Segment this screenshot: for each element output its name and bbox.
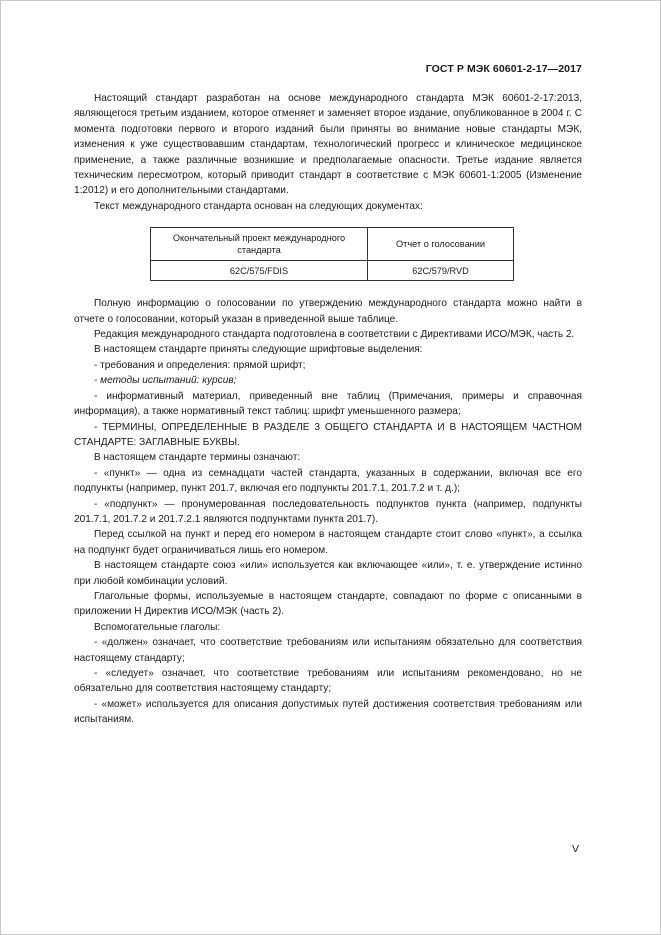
term-clause: - «пункт» — одна из семнадцати частей стандарта, указанных в содержании, включая все его подпункты (например, пункт 201.7, включая его подпункты 201.7.1, 201.7.2 и т. д.);: [74, 467, 582, 495]
verb-may: - «может» используется для описания допустимых путей достижения соответствия требованиям или испытаниям.: [74, 698, 582, 726]
voting-table-wrap: [74, 227, 582, 281]
table-header-rvd: Отчет о голосовании: [368, 228, 514, 261]
font-conventions-heading: В настоящем стандарте приняты следующие шрифтовые выделения:: [94, 344, 423, 356]
document-header: ГОСТ Р МЭК 60601-2-17—2017: [425, 63, 582, 75]
table-header-row: [151, 228, 514, 261]
font-convention-informative: - информативный материал, приведенный вне таблиц (Примечания, примеры и справочная информация), а также нормативный текст таблиц: шрифт уменьшенного размера;: [74, 390, 582, 418]
directives-paragraph: Редакция международного стандарта подготовлена в соответствии с Директивами ИСО/МЭК, часть 2.: [94, 329, 575, 341]
table-cell-rvd: 62C/579/RVD: [368, 261, 514, 281]
verb-should: - «следует» означает, что соответствие требованиям или испытаниям рекомендовано, но не обязательно для соответствия настоящему стандарту;: [74, 668, 582, 695]
page-number: V: [571, 843, 579, 855]
voting-table: [150, 227, 514, 281]
terms-heading: В настоящем стандарте термины означают:: [94, 452, 301, 464]
term-subclause: - «подпункт» — пронумерованная последовательность подпунктов пункта (например, подпункты 201.7.1, 201.7.2 и 201.7.2.1 являются подпунктами пункта 201.7).: [74, 498, 582, 525]
intro-paragraph: Настоящий стандарт разработан на основе международного стандарта МЭК 60601-2-17:2013, являющегося третьим изданием, которое отменяет и заменяет второе издание, опубликованное в 2004 г. С момента подготовки первого и второго изданий были приняты во внимание новые стандарты МЭК, изменения к уже существовавшим стандартам, технологический прогресс и клиническое медицинское применение, а также различные возникшие и предполагаемые опасности. Третье издание является техническим пересмотром, который приводит стандарт в соответствие с МЭК 60601-1:2005 (Изменение 1:2012) и его дополнительными стандартами.: [74, 93, 582, 197]
font-convention-test-methods: - методы испытаний: курсив;: [94, 375, 237, 387]
table-cell-fdis: 62C/575/FDIS: [151, 261, 368, 281]
auxiliary-verbs-heading: Вспомогательные глаголы:: [94, 621, 221, 633]
reference-paragraph: Перед ссылкой на пункт и перед его номером в настоящем стандарте стоит слово «пункт», а ссылка на подпункт будет ограничиваться лишь его номером.: [74, 529, 582, 556]
font-convention-terms: - ТЕРМИНЫ, ОПРЕДЕЛЕННЫЕ В РАЗДЕЛЕ 3 ОБЩЕГО СТАНДАРТА И В НАСТОЯЩЕМ ЧАСТНОМ СТАНДАРТЕ: ЗАГЛАВНЫЕ БУКВЫ.: [74, 421, 582, 448]
document-body: [74, 91, 582, 728]
table-header-fdis: Окончательный проект международного стандарта: [151, 228, 368, 261]
documents-intro: Текст международного стандарта основан на следующих документах:: [94, 200, 423, 212]
table-row: [151, 261, 514, 281]
verbal-forms-paragraph: Глагольные формы, используемые в настоящем стандарте, совпадают по форме с описанными в приложении Н Директив ИСО/МЭК (часть 2).: [74, 590, 582, 618]
voting-info-paragraph: Полную информацию о голосовании по утверждению международного стандарта можно найти в отчете о голосовании, который указан в приведенной выше таблице.: [74, 298, 582, 325]
verb-shall: - «должен» означает, что соответствие требованиям или испытаниям обязательно для соответствия настоящему стандарту;: [74, 637, 582, 664]
conjunction-paragraph: В настоящем стандарте союз «или» используется как включающее «или», т. е. утверждение истинно при любой комбинации условий.: [74, 560, 582, 587]
font-convention-requirements: - требования и определения: прямой шрифт;: [94, 359, 306, 371]
